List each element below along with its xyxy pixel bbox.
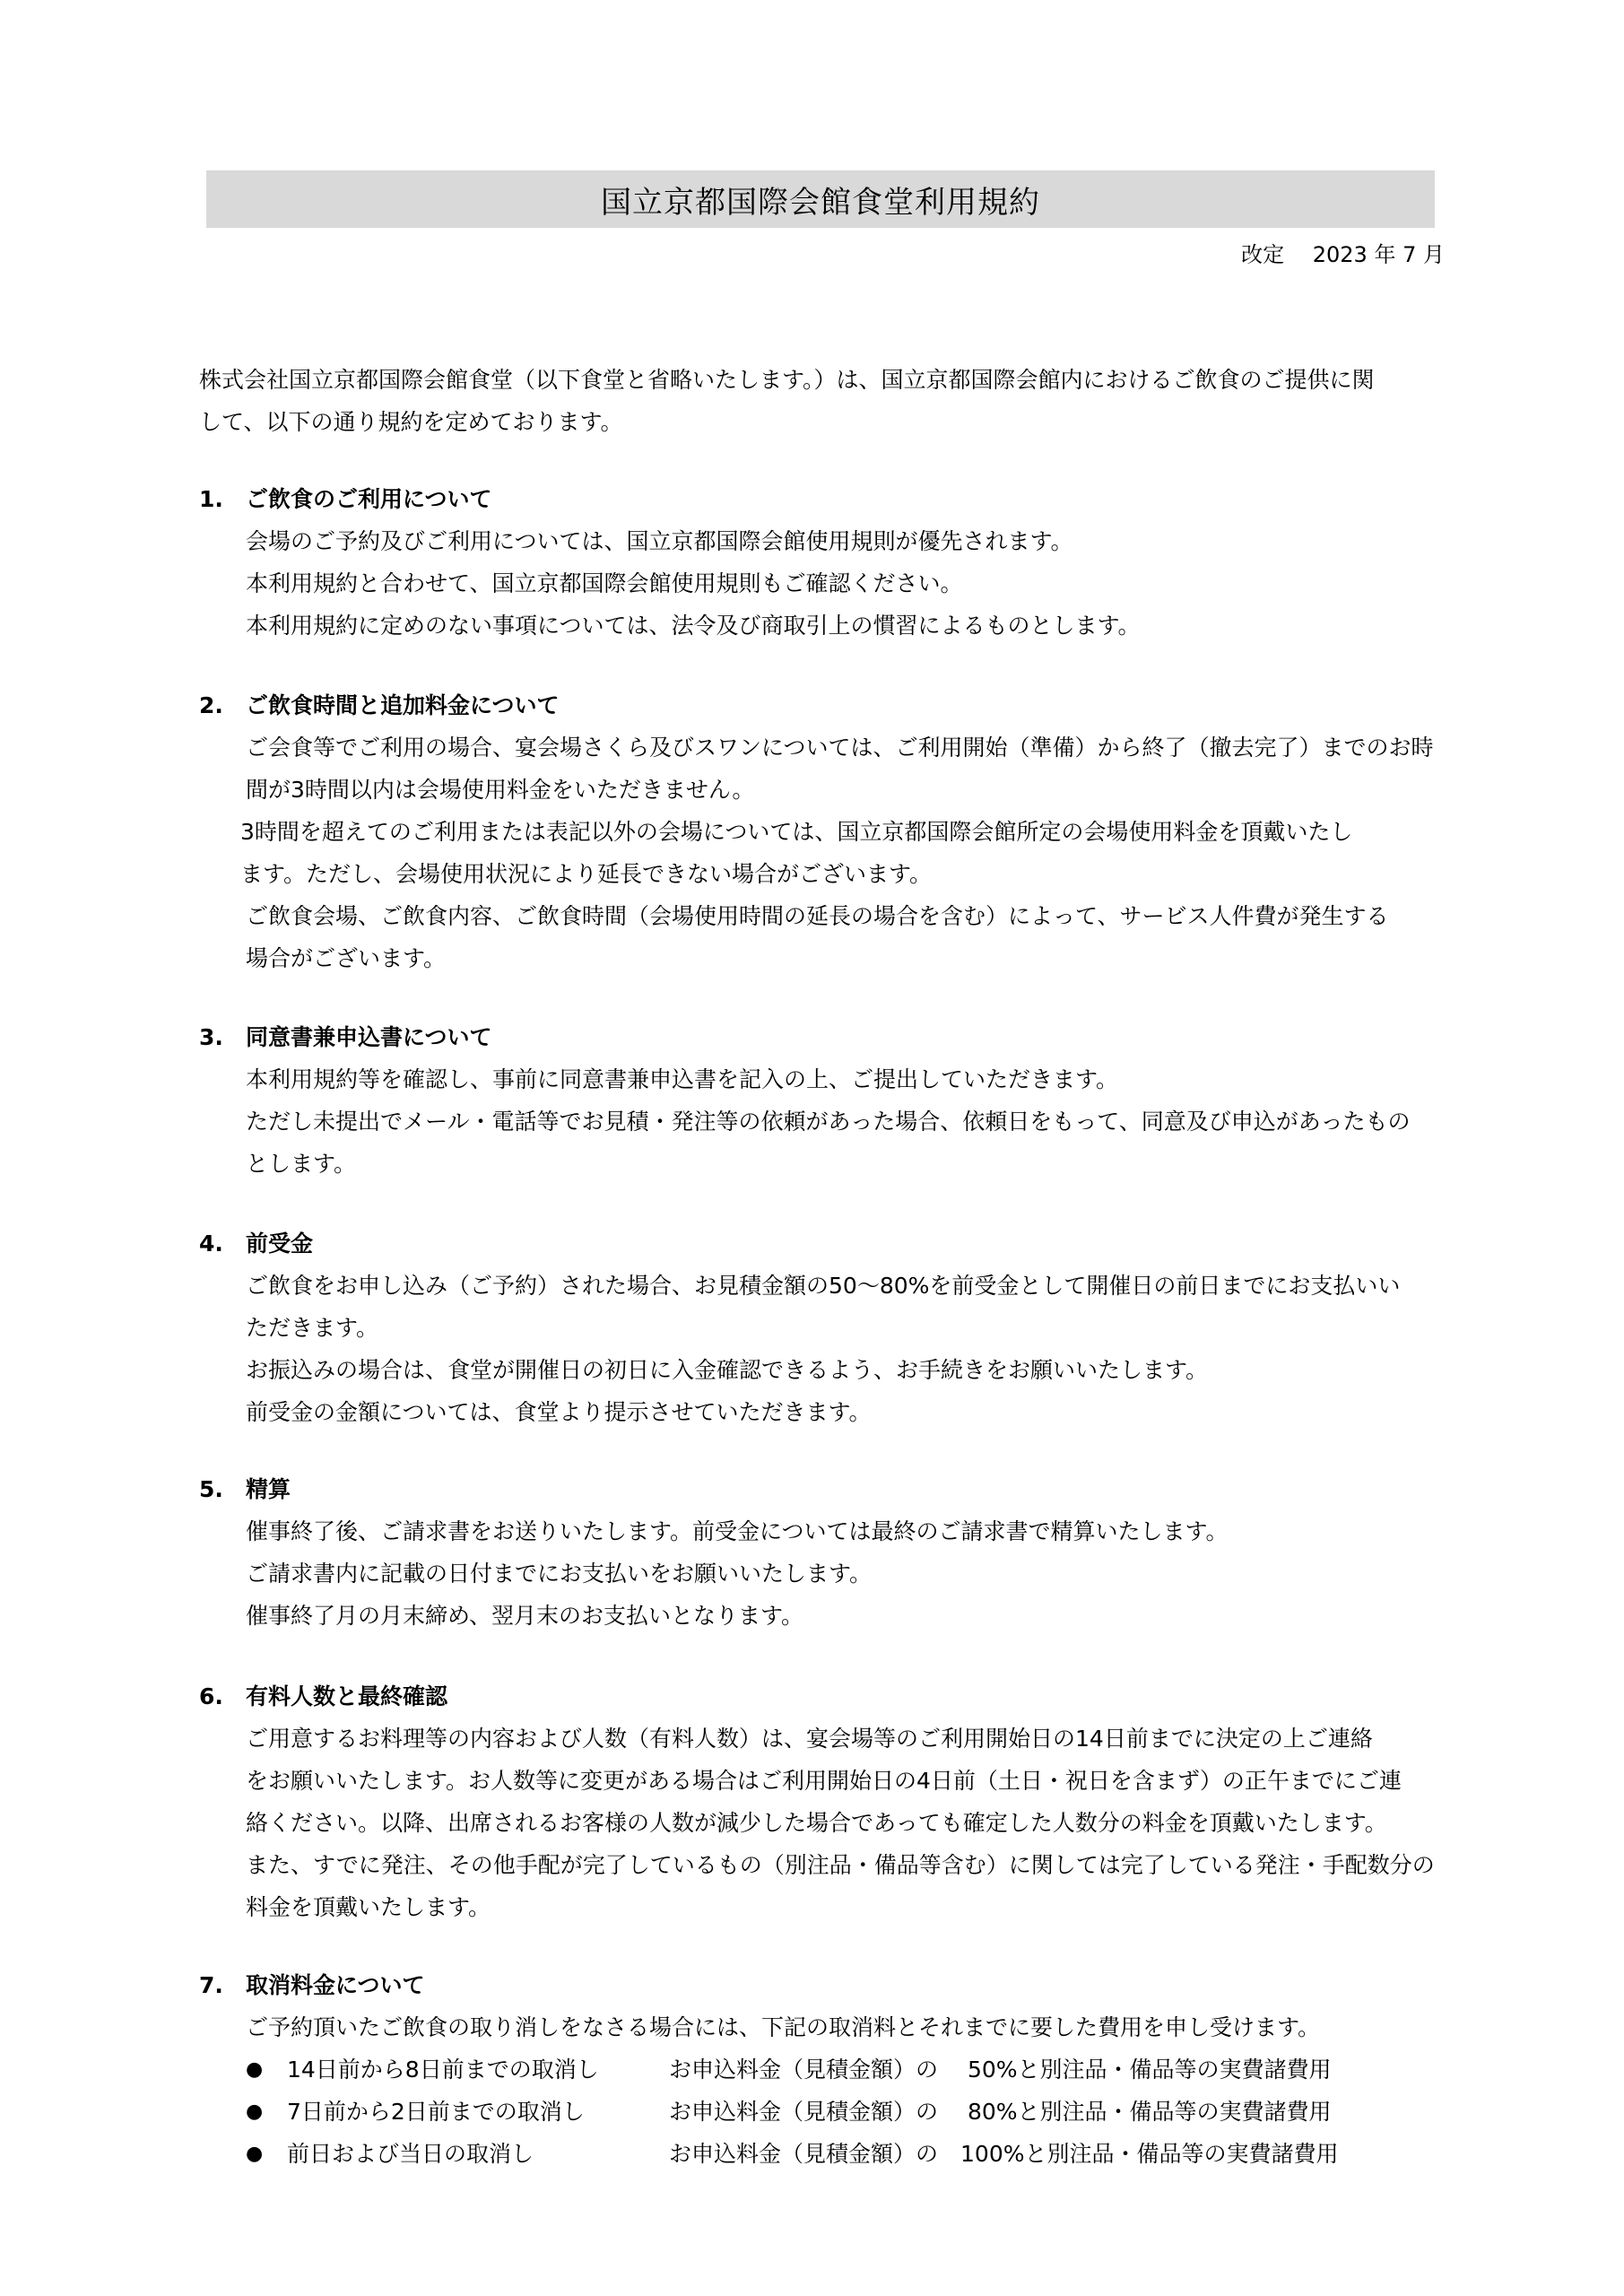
body-line: ご飲食をお申し込み（ご予約）された場合、お見積金額の50～80%を前受金として開催日の前日までにお支払いい — [246, 1273, 1401, 1299]
body-line: ご会食等でご利用の場合、宴会場さくら及びスワンについては、ご利用開始（準備）から終了（撤去完了）までのお時 — [246, 735, 1434, 761]
section-5 — [199, 1468, 1450, 1637]
bullet-icon: ● — [246, 2143, 264, 2165]
section-title: 有料人数と最終確認 — [246, 1683, 448, 1709]
body-line: ご請求書内に記載の日付までにお支払いをお願いいたします。 — [246, 1561, 873, 1587]
body-line: 本利用規約と合わせて、国立京都国際会館使用規則もご確認ください。 — [246, 570, 963, 596]
section-title: ご飲食のご利用について — [246, 486, 492, 512]
fee-period: 前日および当日の取消し — [287, 2141, 534, 2167]
section-number: 7. — [199, 1972, 223, 1998]
title-bar — [206, 170, 1435, 228]
section-heading — [199, 1675, 1450, 1718]
revision-date: 改定 2023 年 7 月 — [1241, 242, 1445, 267]
body-line: 料金を頂戴いたします。 — [246, 1894, 491, 1920]
fee-charge: お申込料金（見積金額）の 50%と別注品・備品等の実費諸費用 — [669, 2057, 1332, 2083]
section-heading — [199, 1222, 1450, 1265]
fee-period: 7日前から2日前までの取消し — [287, 2099, 585, 2125]
body-line: ご飲食会場、ご飲食内容、ご飲食時間（会場使用時間の延長の場合を含む）によって、サービス人件費が発生する — [246, 903, 1389, 929]
body-line: ご予約頂いたご飲食の取り消しをなさる場合には、下記の取消料とそれまでに要した費用を申し受けます。 — [246, 2014, 1321, 2040]
section-body — [240, 726, 1450, 979]
body-line: ます。ただし、会場使用状況により延長できない場合がございます。 — [240, 861, 933, 887]
section-body — [246, 520, 1450, 647]
section-title: 前受金 — [246, 1231, 314, 1257]
body-line: お振込みの場合は、食堂が開催日の初日に入金確認できるよう、お手続きをお願いいたします。 — [246, 1357, 1209, 1383]
section-body — [246, 1510, 1450, 1637]
intro-paragraph — [199, 359, 1450, 443]
section-title: 同意書兼申込書について — [246, 1024, 492, 1050]
body-line: 会場のご予約及びご利用については、国立京都国際会館使用規則が優先されます。 — [246, 528, 1073, 554]
section-body — [246, 1058, 1450, 1185]
section-heading — [199, 1964, 1450, 2006]
intro-line: 株式会社国立京都国際会館食堂（以下食堂と省略いたします。）は、国立京都国際会館内におけるご飲食のご提供に関 — [199, 367, 1375, 393]
section-title: 取消料金について — [246, 1972, 425, 1998]
section-number: 6. — [199, 1683, 223, 1709]
body-line: 本利用規約に定めのない事項については、法令及び商取引上の慣習によるものとします。 — [246, 613, 1141, 639]
section-4 — [199, 1222, 1450, 1433]
body-line: 本利用規約等を確認し、事前に同意書兼申込書を記入の上、ご提出していただきます。 — [246, 1066, 1119, 1092]
fee-charge: お申込料金（見積金額）の 100%と別注品・備品等の実費諸費用 — [669, 2141, 1339, 2167]
section-title: 精算 — [246, 1476, 291, 1502]
section-1 — [199, 478, 1450, 647]
section-number: 1. — [199, 486, 223, 512]
page-title: 国立京都国際会館食堂利用規約 — [601, 184, 1040, 221]
section-body — [246, 1265, 1450, 1433]
section-3 — [199, 1016, 1450, 1185]
section-heading — [199, 684, 1450, 726]
section-number: 5. — [199, 1476, 223, 1502]
body-line: 前受金の金額については、食堂より提示させていただきます。 — [246, 1399, 872, 1425]
cancellation-fee-row — [246, 2133, 1450, 2175]
body-line: ご用意するお料理等の内容および人数（有料人数）は、宴会場等のご利用開始日の14日前までに決定の上ご連絡 — [246, 1726, 1373, 1752]
bullet-icon: ● — [246, 2100, 264, 2123]
body-line: 3時間を超えてのご利用または表記以外の会場については、国立京都国際会館所定の会場使用料金を頂戴いたし — [240, 819, 1353, 845]
body-line: 催事終了月の月末締め、翌月末のお支払いとなります。 — [246, 1603, 804, 1629]
section-number: 2. — [199, 692, 223, 718]
section-2 — [199, 684, 1450, 979]
body-line: ただきます。 — [246, 1315, 379, 1341]
section-6 — [199, 1675, 1450, 1928]
fee-period: 14日前から8日前までの取消し — [287, 2057, 599, 2083]
body-line: 催事終了後、ご請求書をお送りいたします。前受金については最終のご請求書で精算いたします。 — [246, 1518, 1229, 1544]
section-number: 4. — [199, 1231, 223, 1257]
body-line: をお願いいたします。お人数等に変更がある場合はご利用開始日の4日前（土日・祝日を含まず）の正午までにご連 — [246, 1768, 1402, 1794]
section-body — [246, 1718, 1450, 1928]
section-title: ご飲食時間と追加料金について — [246, 692, 560, 718]
body-line: 間が3時間以内は会場使用料金をいただきません。 — [246, 777, 755, 803]
body-line: とします。 — [246, 1151, 357, 1177]
section-7 — [199, 1964, 1450, 2175]
fee-charge: お申込料金（見積金額）の 80%と別注品・備品等の実費諸費用 — [669, 2099, 1332, 2125]
section-heading — [199, 1016, 1450, 1058]
section-body — [246, 2006, 1450, 2175]
body-line: また、すでに発注、その他手配が完了しているもの（別注品・備品等含む）に関しては完了している発注・手配数分の — [246, 1852, 1435, 1878]
body-line: 場合がございます。 — [246, 945, 447, 971]
body-line: ただし未提出でメール・電話等でお見積・発注等の依頼があった場合、依頼日をもって、同意及び申込があったもの — [246, 1109, 1411, 1135]
cancellation-fee-row — [246, 2048, 1450, 2091]
cancellation-fee-row — [246, 2091, 1450, 2133]
bullet-icon: ● — [246, 2058, 264, 2081]
body-line: 絡ください。以降、出席されるお客様の人数が減少した場合であっても確定した人数分の料金を頂戴いたします。 — [246, 1810, 1387, 1836]
section-number: 3. — [199, 1024, 223, 1050]
intro-line: して、以下の通り規約を定めております。 — [199, 409, 623, 435]
section-heading — [199, 478, 1450, 520]
section-heading — [199, 1468, 1450, 1510]
